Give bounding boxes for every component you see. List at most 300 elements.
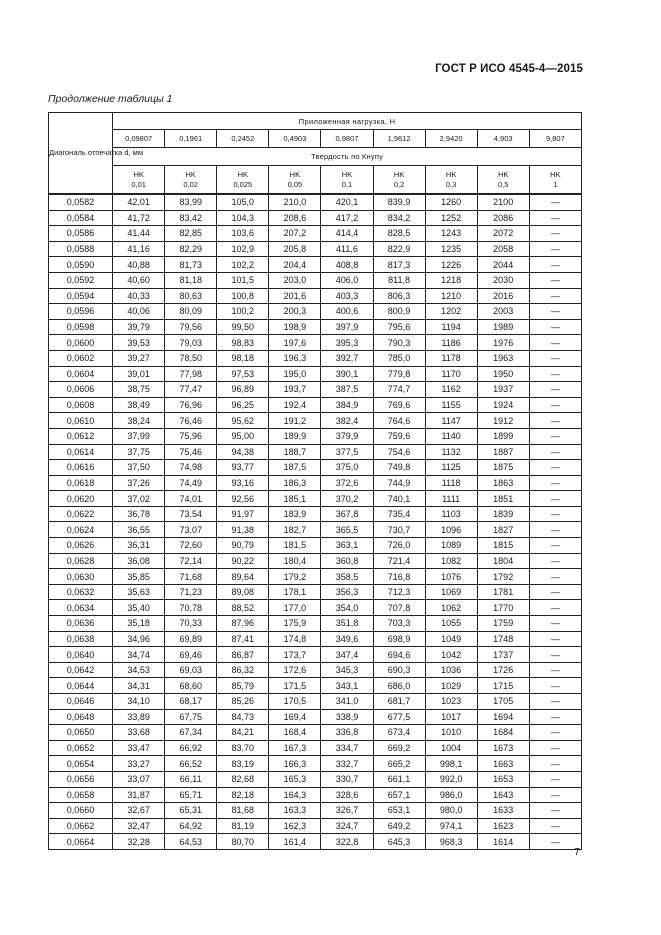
hardness-cell: 1010	[425, 725, 477, 741]
hardness-cell: 100,2	[217, 304, 269, 320]
hardness-cell: 1804	[477, 553, 529, 569]
diagonal-cell: 0,0638	[49, 631, 113, 647]
hardness-cell: 716,8	[373, 569, 425, 585]
hardness-cell: 93,16	[217, 475, 269, 491]
hardness-cell: 1218	[425, 272, 477, 288]
hardness-cell: 1976	[477, 335, 529, 351]
hardness-cell: 84,21	[217, 725, 269, 741]
diagonal-cell: 0,0654	[49, 756, 113, 772]
hardness-cell: 33,07	[113, 771, 165, 787]
table-row	[49, 428, 582, 444]
table-row	[49, 631, 582, 647]
hardness-cell: 75,96	[165, 428, 217, 444]
hardness-cell: 1694	[477, 709, 529, 725]
diagonal-cell: 0,0608	[49, 397, 113, 413]
hardness-cell: 177,0	[269, 600, 321, 616]
hardness-cell: —	[529, 335, 581, 351]
document-standard-header: ГОСТ Р ИСО 4545-4—2015	[435, 63, 583, 75]
hardness-cell: 356,3	[321, 584, 373, 600]
diagonal-cell: 0,0596	[49, 304, 113, 320]
diagonal-cell: 0,0644	[49, 678, 113, 694]
table-row	[49, 366, 582, 382]
hardness-cell: 1614	[477, 834, 529, 850]
hardness-cell: 96,89	[217, 382, 269, 398]
hardness-cell: 384,9	[321, 397, 373, 413]
table-row	[49, 335, 582, 351]
table-row	[49, 678, 582, 694]
table-row	[49, 491, 582, 507]
hardness-cell: 36,55	[113, 522, 165, 538]
hardness-cell: 89,64	[217, 569, 269, 585]
hardness-cell: —	[529, 413, 581, 429]
hardness-cell: 98,83	[217, 335, 269, 351]
hardness-cell: 690,3	[373, 662, 425, 678]
hardness-cell: 38,75	[113, 382, 165, 398]
hardness-cell: 2030	[477, 272, 529, 288]
hardness-cell: 1062	[425, 600, 477, 616]
hardness-cell: 740,1	[373, 491, 425, 507]
hardness-cell: 1684	[477, 725, 529, 741]
hardness-cell: 205,8	[269, 241, 321, 257]
hardness-cell: 89,08	[217, 584, 269, 600]
hardness-cell: 657,1	[373, 787, 425, 803]
hardness-cell: 101,5	[217, 272, 269, 288]
hardness-cell: —	[529, 787, 581, 803]
hardness-cell: —	[529, 709, 581, 725]
hardness-cell: 36,31	[113, 538, 165, 554]
hardness-cell: 33,27	[113, 756, 165, 772]
diagonal-cell: 0,0662	[49, 818, 113, 834]
hardness-cell: 403,3	[321, 288, 373, 304]
hardness-cell: 41,72	[113, 210, 165, 226]
hardness-cell: 76,46	[165, 413, 217, 429]
hardness-cell: 974,1	[425, 818, 477, 834]
hardness-cell: 354,0	[321, 600, 373, 616]
hardness-cell: 669,2	[373, 740, 425, 756]
table-row	[49, 553, 582, 569]
hardness-cell: 66,11	[165, 771, 217, 787]
hardness-cell: 1643	[477, 787, 529, 803]
hardness-cell: 33,89	[113, 709, 165, 725]
hardness-cell: 1243	[425, 226, 477, 242]
diagonal-cell: 0,0632	[49, 584, 113, 600]
hardness-cell: 34,96	[113, 631, 165, 647]
hardness-cell: 68,60	[165, 678, 217, 694]
table-row	[49, 538, 582, 554]
diagonal-cell: 0,0590	[49, 257, 113, 273]
hardness-cell: 1235	[425, 241, 477, 257]
hardness-cell: 83,19	[217, 756, 269, 772]
hardness-cell: 322,8	[321, 834, 373, 850]
diagonal-cell: 0,0640	[49, 647, 113, 663]
hardness-cell: —	[529, 616, 581, 632]
hardness-cell: 83,42	[165, 210, 217, 226]
hardness-cell: 365,5	[321, 522, 373, 538]
hardness-cell: 1653	[477, 771, 529, 787]
hardness-cell: 338,9	[321, 709, 373, 725]
hardness-cell: 1924	[477, 397, 529, 413]
hardness-cell: 1178	[425, 350, 477, 366]
hardness-cell: 40,33	[113, 288, 165, 304]
hardness-cell: 69,46	[165, 647, 217, 663]
hardness-cell: 1950	[477, 366, 529, 382]
hardness-cell: 32,28	[113, 834, 165, 850]
hardness-header: Твердость по Кнупу	[113, 148, 582, 166]
hardness-cell: 200,3	[269, 304, 321, 320]
hardness-cell: 2044	[477, 257, 529, 273]
hardness-cell: 379,9	[321, 428, 373, 444]
hardness-cell: 1792	[477, 569, 529, 585]
hardness-cell: 992,0	[425, 771, 477, 787]
hardness-cell: 2003	[477, 304, 529, 320]
hardness-cell: 193,7	[269, 382, 321, 398]
diagonal-cell: 0,0636	[49, 616, 113, 632]
hardness-cell: 1815	[477, 538, 529, 554]
hardness-cell: 730,7	[373, 522, 425, 538]
diagonal-cell: 0,0604	[49, 366, 113, 382]
table-row	[49, 413, 582, 429]
table-row	[49, 709, 582, 725]
hardness-cell: 203,0	[269, 272, 321, 288]
hardness-cell: 77,47	[165, 382, 217, 398]
hardness-cell: 196,3	[269, 350, 321, 366]
hardness-cell: 40,60	[113, 272, 165, 288]
hardness-cell: 370,2	[321, 491, 373, 507]
diagonal-cell: 0,0658	[49, 787, 113, 803]
hardness-cell: 83,99	[165, 194, 217, 210]
hardness-cell: 39,53	[113, 335, 165, 351]
hardness-cell: 92,56	[217, 491, 269, 507]
hardness-cell: 83,70	[217, 740, 269, 756]
hardness-cell: 192,4	[269, 397, 321, 413]
table-row	[49, 319, 582, 335]
hardness-cell: 99,50	[217, 319, 269, 335]
table-row	[49, 725, 582, 741]
hardness-cell: —	[529, 350, 581, 366]
hardness-cell: 64,92	[165, 818, 217, 834]
hardness-cell: 790,3	[373, 335, 425, 351]
hardness-cell: —	[529, 272, 581, 288]
hardness-cell: 345,3	[321, 662, 373, 678]
hardness-cell: —	[529, 569, 581, 585]
hardness-cell: 34,10	[113, 694, 165, 710]
hardness-cell: 76,96	[165, 397, 217, 413]
hardness-cell: 104,3	[217, 210, 269, 226]
table-row	[49, 616, 582, 632]
diagonal-cell: 0,0642	[49, 662, 113, 678]
table-row	[49, 771, 582, 787]
hardness-cell: 74,49	[165, 475, 217, 491]
hardness-cell: —	[529, 288, 581, 304]
hardness-cell: —	[529, 506, 581, 522]
hardness-cell: —	[529, 491, 581, 507]
hardness-cell: 726,0	[373, 538, 425, 554]
hardness-cell: 1069	[425, 584, 477, 600]
hardness-cell: 87,96	[217, 616, 269, 632]
hardness-cell: 834,2	[373, 210, 425, 226]
hardness-cell: 649,2	[373, 818, 425, 834]
diagonal-cell: 0,0630	[49, 569, 113, 585]
table-row	[49, 194, 582, 210]
hardness-cell: 800,9	[373, 304, 425, 320]
hardness-cell: —	[529, 319, 581, 335]
hardness-cell: 80,63	[165, 288, 217, 304]
hardness-cell: 411,6	[321, 241, 373, 257]
hardness-cell: 1186	[425, 335, 477, 351]
hardness-cell: 33,68	[113, 725, 165, 741]
load-value-header: 1,9612	[373, 130, 425, 148]
hardness-cell: 360,8	[321, 553, 373, 569]
table-row	[49, 304, 582, 320]
hardness-cell: —	[529, 662, 581, 678]
table-row	[49, 460, 582, 476]
hardness-cell: 735,4	[373, 506, 425, 522]
table-row	[49, 787, 582, 803]
hardness-cell: 74,01	[165, 491, 217, 507]
hardness-cell: 1770	[477, 600, 529, 616]
hardness-cell: 98,18	[217, 350, 269, 366]
hardness-cell: 1103	[425, 506, 477, 522]
hardness-cell: 785,0	[373, 350, 425, 366]
hardness-cell: 417,2	[321, 210, 373, 226]
hardness-cell: 1748	[477, 631, 529, 647]
hardness-cell: 806,3	[373, 288, 425, 304]
table-body	[49, 194, 582, 849]
load-value-header: 0,4903	[269, 130, 321, 148]
hardness-cell: 90,79	[217, 538, 269, 554]
hardness-cell: 37,02	[113, 491, 165, 507]
hardness-cell: 1912	[477, 413, 529, 429]
diagonal-cell: 0,0660	[49, 803, 113, 819]
hardness-cell: —	[529, 725, 581, 741]
hardness-cell: 39,79	[113, 319, 165, 335]
load-value-header: 2,9420	[425, 130, 477, 148]
hardness-cell: 82,29	[165, 241, 217, 257]
hardness-cell: 42,01	[113, 194, 165, 210]
hardness-cell: 334,7	[321, 740, 373, 756]
hardness-cell: 387,5	[321, 382, 373, 398]
diagonal-cell: 0,0664	[49, 834, 113, 850]
table-row	[49, 475, 582, 491]
hardness-cell: 81,73	[165, 257, 217, 273]
hardness-cell: 1118	[425, 475, 477, 491]
hardness-cell: 75,46	[165, 444, 217, 460]
hardness-cell: 980,0	[425, 803, 477, 819]
hardness-cell: 65,31	[165, 803, 217, 819]
hardness-cell: 103,6	[217, 226, 269, 242]
diagonal-cell: 0,0656	[49, 771, 113, 787]
hardness-cell: 1055	[425, 616, 477, 632]
hardness-cell: 754,6	[373, 444, 425, 460]
hardness-cell: 197,6	[269, 335, 321, 351]
diagonal-cell: 0,0582	[49, 194, 113, 210]
hardness-cell: 166,3	[269, 756, 321, 772]
diagonal-cell: 0,0586	[49, 226, 113, 242]
hardness-cell: 1863	[477, 475, 529, 491]
hardness-cell: 35,18	[113, 616, 165, 632]
hardness-cell: 95,00	[217, 428, 269, 444]
hardness-cell: 764,6	[373, 413, 425, 429]
hardness-cell: 2072	[477, 226, 529, 242]
hardness-cell: 195,0	[269, 366, 321, 382]
diagonal-column-header: Диагональ отпечатка d, мм	[49, 113, 113, 195]
hardness-cell: 207,2	[269, 226, 321, 242]
hardness-cell: —	[529, 584, 581, 600]
hardness-cell: 34,74	[113, 647, 165, 663]
hardness-cell: 169,4	[269, 709, 321, 725]
hardness-cell: 703,3	[373, 616, 425, 632]
hardness-cell: 998,1	[425, 756, 477, 772]
hardness-cell: 749,8	[373, 460, 425, 476]
table-row	[49, 662, 582, 678]
hardness-cell: 67,75	[165, 709, 217, 725]
hardness-cell: 1042	[425, 647, 477, 663]
hardness-cell: 188,7	[269, 444, 321, 460]
hardness-cell: 41,16	[113, 241, 165, 257]
hardness-cell: 1937	[477, 382, 529, 398]
hardness-cell: 1663	[477, 756, 529, 772]
hardness-cell: —	[529, 226, 581, 242]
hardness-cell: 343,1	[321, 678, 373, 694]
hardness-cell: —	[529, 241, 581, 257]
hardness-cell: 1781	[477, 584, 529, 600]
hardness-cell: 191,2	[269, 413, 321, 429]
hardness-cell: 181,5	[269, 538, 321, 554]
hardness-cell: —	[529, 397, 581, 413]
hardness-cell: 811,8	[373, 272, 425, 288]
hardness-cell: 1759	[477, 616, 529, 632]
hardness-cell: 390,1	[321, 366, 373, 382]
hardness-cell: 1633	[477, 803, 529, 819]
hardness-cell: 189,9	[269, 428, 321, 444]
table-row	[49, 444, 582, 460]
hardness-cell: 79,56	[165, 319, 217, 335]
hardness-cell: 1202	[425, 304, 477, 320]
hk-scale-header: HK 0,1	[321, 166, 373, 195]
hardness-cell: 1017	[425, 709, 477, 725]
diagonal-cell: 0,0602	[49, 350, 113, 366]
hk-scale-header: HK 0,5	[477, 166, 529, 195]
diagonal-cell: 0,0588	[49, 241, 113, 257]
hardness-cell: 1029	[425, 678, 477, 694]
hardness-cell: 347,4	[321, 647, 373, 663]
hardness-cell: —	[529, 428, 581, 444]
hardness-cell: 69,03	[165, 662, 217, 678]
hardness-cell: 349,6	[321, 631, 373, 647]
hardness-cell: 37,75	[113, 444, 165, 460]
hardness-cell: 40,88	[113, 257, 165, 273]
hardness-cell: 81,68	[217, 803, 269, 819]
hardness-cell: 1076	[425, 569, 477, 585]
hardness-cell: 336,8	[321, 725, 373, 741]
hardness-cell: 1827	[477, 522, 529, 538]
hardness-cell: 167,3	[269, 740, 321, 756]
hardness-cell: 72,14	[165, 553, 217, 569]
load-value-header: 4,903	[477, 130, 529, 148]
table-row	[49, 740, 582, 756]
hardness-cell: —	[529, 194, 581, 210]
hardness-cell: —	[529, 257, 581, 273]
hardness-cell: 68,17	[165, 694, 217, 710]
hardness-cell: —	[529, 366, 581, 382]
hardness-cell: 100,8	[217, 288, 269, 304]
hardness-cell: 35,85	[113, 569, 165, 585]
hardness-cell: 88,52	[217, 600, 269, 616]
hardness-cell: 400,6	[321, 304, 373, 320]
diagonal-cell: 0,0614	[49, 444, 113, 460]
hardness-cell: 2100	[477, 194, 529, 210]
table-row	[49, 210, 582, 226]
hardness-cell: 67,34	[165, 725, 217, 741]
hardness-cell: 661,1	[373, 771, 425, 787]
hardness-cell: 182,7	[269, 522, 321, 538]
diagonal-cell: 0,0598	[49, 319, 113, 335]
hardness-cell: 82,85	[165, 226, 217, 242]
hardness-cell: 37,26	[113, 475, 165, 491]
hardness-cell: —	[529, 818, 581, 834]
hardness-cell: 41,44	[113, 226, 165, 242]
hardness-cell: 81,19	[217, 818, 269, 834]
hardness-cell: 665,2	[373, 756, 425, 772]
hardness-cell: 168,4	[269, 725, 321, 741]
table-row	[49, 382, 582, 398]
hardness-cell: 204,4	[269, 257, 321, 273]
table-row	[49, 350, 582, 366]
hardness-cell: —	[529, 803, 581, 819]
hardness-cell: 712,3	[373, 584, 425, 600]
diagonal-cell: 0,0592	[49, 272, 113, 288]
hardness-cell: 69,89	[165, 631, 217, 647]
hardness-cell: 97,53	[217, 366, 269, 382]
hardness-cell: 414,4	[321, 226, 373, 242]
table-row	[49, 647, 582, 663]
hardness-cell: 698,9	[373, 631, 425, 647]
hardness-cell: 71,68	[165, 569, 217, 585]
hardness-cell: 769,6	[373, 397, 425, 413]
hardness-cell: 34,31	[113, 678, 165, 694]
hardness-cell: 66,92	[165, 740, 217, 756]
hardness-cell: 332,7	[321, 756, 373, 772]
hardness-cell: 178,1	[269, 584, 321, 600]
hardness-cell: 1887	[477, 444, 529, 460]
hardness-cell: 795,6	[373, 319, 425, 335]
hardness-cell: 96,25	[217, 397, 269, 413]
table-row	[49, 257, 582, 273]
hardness-cell: 1111	[425, 491, 477, 507]
hardness-cell: —	[529, 475, 581, 491]
diagonal-cell: 0,0652	[49, 740, 113, 756]
hardness-cell: 341,0	[321, 694, 373, 710]
hardness-cell: 1673	[477, 740, 529, 756]
hardness-cell: 686,0	[373, 678, 425, 694]
table-row	[49, 818, 582, 834]
knoop-hardness-table	[48, 112, 582, 850]
hardness-cell: 65,71	[165, 787, 217, 803]
load-value-header: 0,9807	[321, 130, 373, 148]
hardness-cell: 34,53	[113, 662, 165, 678]
hardness-cell: 363,1	[321, 538, 373, 554]
hardness-cell: —	[529, 600, 581, 616]
hardness-cell: 375,0	[321, 460, 373, 476]
hardness-cell: 1132	[425, 444, 477, 460]
hardness-cell: 73,54	[165, 506, 217, 522]
hardness-cell: 86,87	[217, 647, 269, 663]
hardness-cell: 1140	[425, 428, 477, 444]
hardness-cell: 78,50	[165, 350, 217, 366]
hardness-cell: —	[529, 647, 581, 663]
hardness-cell: 677,5	[373, 709, 425, 725]
hardness-cell: 32,67	[113, 803, 165, 819]
